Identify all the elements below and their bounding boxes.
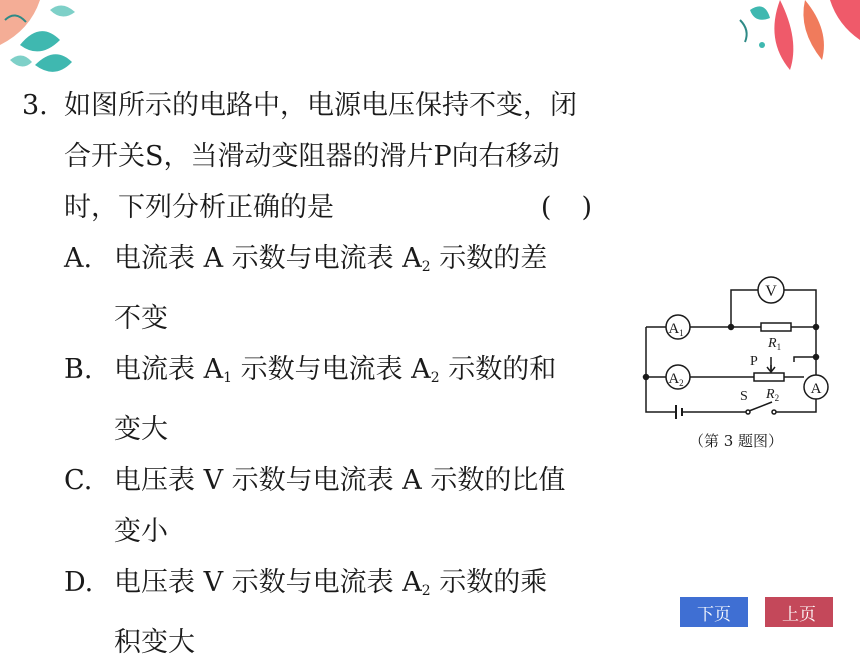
option-c [22, 455, 622, 506]
option-text: 电压表 V 示数与电流表 A 示数的比值 [114, 465, 566, 496]
ammeter-a1-label: $A_1$ [668, 321, 684, 338]
wire [646, 327, 676, 412]
figure-caption: （第 3 题图） [688, 432, 784, 450]
option-b-continuation: 变大 [114, 414, 168, 445]
junction-dot [644, 375, 649, 380]
option-letter: D. [64, 567, 94, 598]
junction-dot [729, 325, 734, 330]
question-block [22, 80, 622, 668]
circuit-diagram [636, 272, 836, 432]
wire [794, 357, 816, 362]
rheostat-r2-icon [754, 373, 784, 381]
option-letter: B. [64, 354, 93, 385]
slider-arrow-icon [767, 365, 775, 372]
option-b [22, 344, 622, 404]
question-stem-line-3 [22, 182, 622, 233]
answer-parentheses: () [540, 192, 622, 223]
option-subscript: 2 [430, 370, 440, 386]
ammeter-a-label: A [810, 381, 822, 397]
junction-dot [814, 355, 819, 360]
option-text [114, 233, 622, 293]
resistor-r1-label: $R_1$ [768, 336, 782, 352]
option-text-part: 电流表 A 示数与电流表 A [114, 243, 422, 274]
option-text-part: 示数的乘 [430, 567, 548, 598]
voltmeter-label: V [765, 283, 777, 300]
option-c-continuation: 变小 [114, 516, 168, 547]
question-number: 3. [22, 90, 48, 121]
rheostat-r2-label: $R_2$ [766, 387, 780, 403]
question-stem-line-1 [22, 80, 622, 131]
slider-p-label: P [750, 354, 758, 369]
question-stem-text-3: 时，下列分析正确的是 [64, 192, 334, 223]
option-text-part: 示数的和 [439, 354, 557, 385]
question-stem-line-2: 合开关S，当滑动变阻器的滑片P向右移动 [64, 141, 560, 172]
leaf-decoration-left-icon [0, 0, 110, 90]
option-text [114, 557, 622, 617]
battery-icon [676, 405, 682, 419]
leaf-decoration-right-icon [710, 0, 860, 75]
previous-page-button[interactable]: 上页 [765, 597, 833, 627]
option-text [114, 344, 622, 404]
ammeter-a2-label: $A_2$ [668, 371, 684, 388]
option-subscript: 2 [421, 583, 431, 599]
option-subscript: 1 [223, 370, 233, 386]
wire [776, 399, 816, 412]
option-a-continuation: 不变 [114, 303, 168, 334]
option-letter: C. [64, 465, 93, 496]
next-page-button[interactable]: 下页 [680, 597, 748, 627]
junction-dot [814, 325, 819, 330]
wire [784, 290, 816, 327]
question-stem-text-1: 如图所示的电路中，电源电压保持不变，闭 [64, 90, 577, 121]
option-letter: A. [64, 243, 93, 274]
option-text-part: 电压表 V 示数与电流表 A [114, 567, 422, 598]
option-text-part: 示数的差 [430, 243, 548, 274]
switch-contact [772, 410, 776, 414]
option-a [22, 233, 622, 293]
resistor-r1-icon [761, 323, 791, 331]
option-d [22, 557, 622, 617]
option-text-part: 电流表 A [114, 354, 224, 385]
switch-s-icon [749, 402, 772, 411]
switch-s-label: S [740, 389, 748, 404]
option-subscript: 2 [421, 259, 431, 275]
option-text-part: 示数与电流表 A [232, 354, 431, 385]
wire [731, 290, 758, 327]
option-d-continuation: 积变大 [114, 627, 195, 658]
